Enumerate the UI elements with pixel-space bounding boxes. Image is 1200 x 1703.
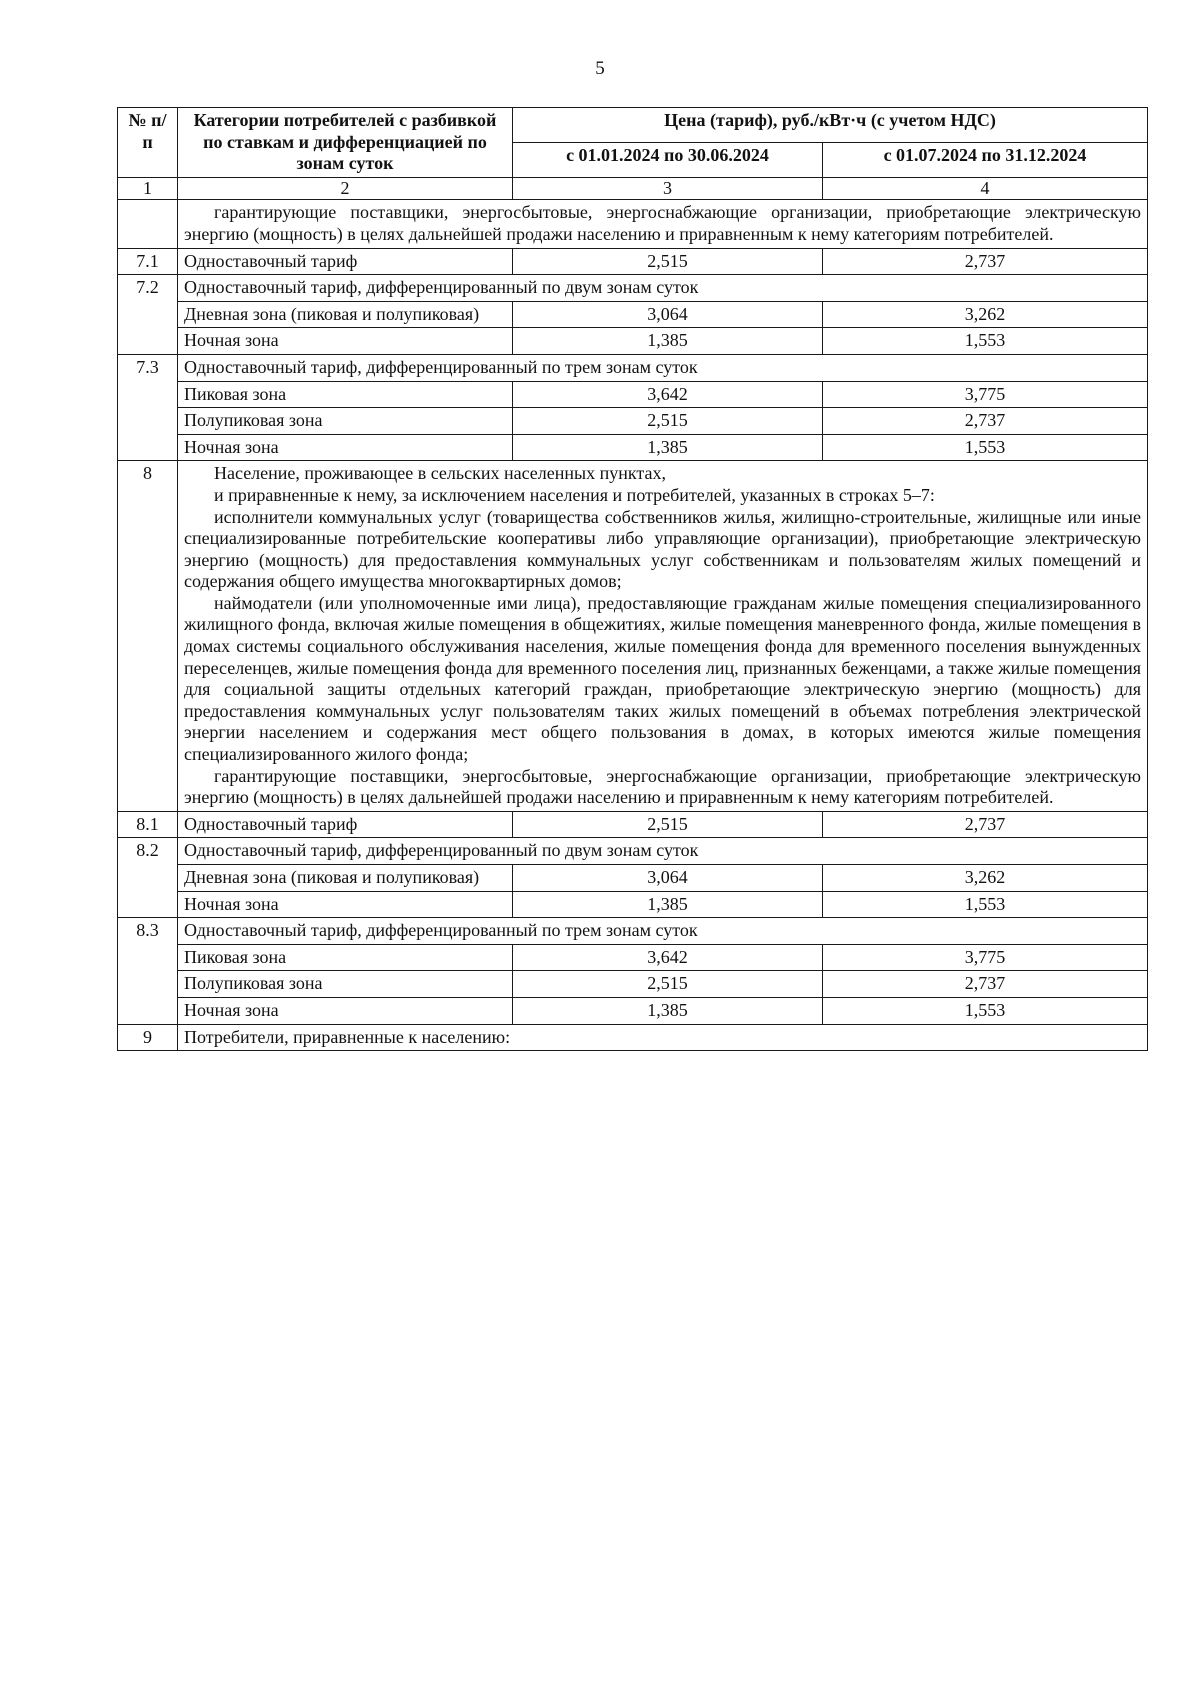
row-label: Одноставочный тариф bbox=[178, 811, 513, 838]
value-period-2: 3,775 bbox=[823, 381, 1148, 408]
table-row bbox=[118, 461, 1148, 812]
zone-label: Ночная зона bbox=[178, 434, 513, 461]
page-number: 5 bbox=[595, 58, 605, 79]
value-period-2: 1,553 bbox=[823, 891, 1148, 918]
table-row bbox=[118, 865, 1148, 892]
table-row bbox=[118, 328, 1148, 355]
paragraph: Население, проживающее в сельских населенных пунктах, bbox=[214, 463, 666, 484]
column-number: 3 bbox=[513, 177, 823, 200]
value-period-1: 1,385 bbox=[513, 891, 823, 918]
row-8-description bbox=[178, 461, 1148, 812]
table-row bbox=[118, 891, 1148, 918]
row-label: Одноставочный тариф bbox=[178, 248, 513, 275]
zone-label: Пиковая зона bbox=[178, 381, 513, 408]
value-period-1: 2,515 bbox=[513, 811, 823, 838]
zone-label: Полупиковая зона bbox=[178, 408, 513, 435]
table-row bbox=[118, 200, 1148, 248]
value-period-2: 2,737 bbox=[823, 408, 1148, 435]
value-period-1: 1,385 bbox=[513, 997, 823, 1024]
tariff-table bbox=[117, 107, 1148, 1051]
row-number: 9 bbox=[118, 1024, 178, 1051]
value-period-1: 2,515 bbox=[513, 971, 823, 998]
paragraph: исполнители коммунальных услуг (товарищества собственников жилья, жилищно-строительные, жилищные или иные специализированные потребительские кооперативы либо управляющие организации), приобретающие электрическую энергию (мощность) для предоставления коммунальных услуг собственникам и пользователям жилых помещений и содержания общего имущества многоквартирных домов; bbox=[184, 506, 1141, 592]
table-row bbox=[118, 838, 1148, 865]
value-period-1: 2,515 bbox=[513, 408, 823, 435]
row-number: 8.1 bbox=[118, 811, 178, 838]
value-period-1: 3,064 bbox=[513, 865, 823, 892]
header-category: Категории потребителей с разбивкой по ставкам и дифференциацией по зонам суток bbox=[178, 108, 513, 178]
value-period-2: 1,553 bbox=[823, 328, 1148, 355]
header-period-1: с 01.01.2024 по 30.06.2024 bbox=[513, 142, 823, 177]
table-row bbox=[118, 381, 1148, 408]
header-price: Цена (тариф), руб./кВт·ч (с учетом НДС) bbox=[513, 108, 1148, 143]
value-period-2: 1,553 bbox=[823, 997, 1148, 1024]
column-number: 4 bbox=[823, 177, 1148, 200]
row-label: Одноставочный тариф, дифференцированный по двум зонам суток bbox=[178, 838, 1148, 865]
zone-label: Дневная зона (пиковая и полупиковая) bbox=[178, 865, 513, 892]
value-period-2: 2,737 bbox=[823, 811, 1148, 838]
value-period-1: 1,385 bbox=[513, 328, 823, 355]
paragraph: наймодатели (или уполномоченные ими лица), предоставляющие гражданам жилые помещения специализированного жилищного фонда, включая жилые помещения в общежитиях, жилые помещения маневренного фонда, жилые помещения в домах системы социального обслуживания населения, жилые помещения фонда для временного поселения вынужденных переселенцев, жилые помещения фонда для временного поселения лиц, признанных беженцами, а также жилые помещения для социальной защиты отдельных категорий граждан, приобретающие электрическую энергию (мощность) для предоставления коммунальных услуг пользователям таких жилых помещений в объемах потребления электрической энергии населением и содержания мест общего пользования в домах, в которых имеются жилые помещения специализированного жилого фонда; bbox=[184, 592, 1141, 765]
value-period-1: 1,385 bbox=[513, 434, 823, 461]
zone-label: Ночная зона bbox=[178, 997, 513, 1024]
value-period-2: 1,553 bbox=[823, 434, 1148, 461]
zone-label: Пиковая зона bbox=[178, 944, 513, 971]
zone-label: Ночная зона bbox=[178, 891, 513, 918]
table-row bbox=[118, 811, 1148, 838]
value-period-1: 3,642 bbox=[513, 381, 823, 408]
paragraph: и приравненные к нему, за исключением населения и потребителей, указанных в строках 5–7: bbox=[214, 484, 935, 505]
value-period-2: 2,737 bbox=[823, 971, 1148, 998]
column-number: 2 bbox=[178, 177, 513, 200]
table-row bbox=[118, 301, 1148, 328]
value-period-2: 3,775 bbox=[823, 944, 1148, 971]
row-number: 7.3 bbox=[118, 354, 178, 460]
row-label: Потребители, приравненные к населению: bbox=[178, 1024, 1148, 1051]
value-period-2: 3,262 bbox=[823, 301, 1148, 328]
row-number bbox=[118, 200, 178, 248]
row-number: 8 bbox=[118, 461, 178, 812]
row-number: 7.2 bbox=[118, 275, 178, 355]
table-row bbox=[118, 434, 1148, 461]
value-period-2: 2,737 bbox=[823, 248, 1148, 275]
row-label: Одноставочный тариф, дифференцированный по двум зонам суток bbox=[178, 275, 1148, 302]
zone-label: Дневная зона (пиковая и полупиковая) bbox=[178, 301, 513, 328]
column-numbers-row bbox=[118, 177, 1148, 200]
table-row bbox=[118, 997, 1148, 1024]
table-row bbox=[118, 1024, 1148, 1051]
paragraph: гарантирующие поставщики, энергосбытовые, энергоснабжающие организации, приобретающие электрическую энергию (мощность) в целях дальнейшей продажи населению и приравненным к нему категориям потребителей. bbox=[184, 765, 1141, 808]
table-row bbox=[118, 408, 1148, 435]
row-number: 7.1 bbox=[118, 248, 178, 275]
value-period-1: 3,064 bbox=[513, 301, 823, 328]
header-period-2: с 01.07.2024 по 31.12.2024 bbox=[823, 142, 1148, 177]
zone-label: Полупиковая зона bbox=[178, 971, 513, 998]
table-row bbox=[118, 944, 1148, 971]
row-label: Одноставочный тариф, дифференцированный по трем зонам суток bbox=[178, 354, 1148, 381]
table-row bbox=[118, 354, 1148, 381]
table-row bbox=[118, 971, 1148, 998]
table-row bbox=[118, 248, 1148, 275]
value-period-2: 3,262 bbox=[823, 865, 1148, 892]
header-num: № п/п bbox=[118, 108, 178, 178]
column-number: 1 bbox=[118, 177, 178, 200]
row-number: 8.3 bbox=[118, 918, 178, 1024]
table-row bbox=[118, 275, 1148, 302]
row-number: 8.2 bbox=[118, 838, 178, 918]
zone-label: Ночная зона bbox=[178, 328, 513, 355]
value-period-1: 2,515 bbox=[513, 248, 823, 275]
row-label: Одноставочный тариф, дифференцированный по трем зонам суток bbox=[178, 918, 1148, 945]
continued-text: гарантирующие поставщики, энергосбытовые, энергоснабжающие организации, приобретающие электрическую энергию (мощность) в целях дальнейшей продажи населению и приравненным к нему категориям потребителей. bbox=[178, 200, 1148, 248]
table-header-row bbox=[118, 108, 1148, 143]
table-row bbox=[118, 918, 1148, 945]
value-period-1: 3,642 bbox=[513, 944, 823, 971]
